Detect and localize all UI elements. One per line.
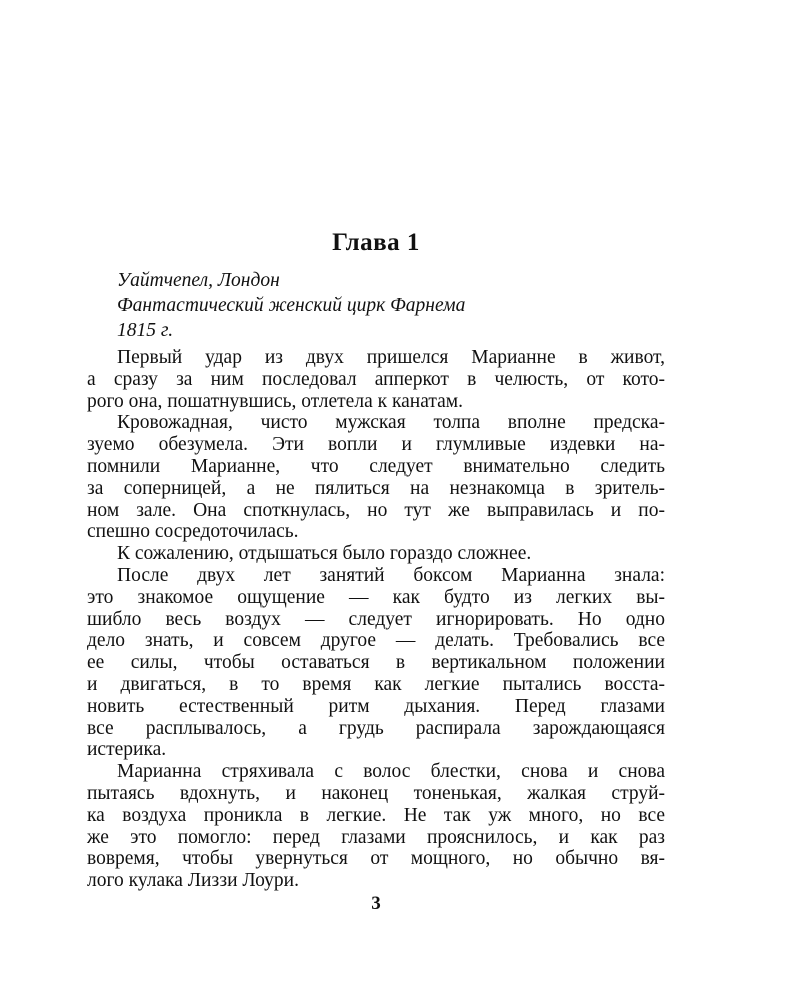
epigraph: [117, 268, 465, 343]
text-line: помнили Марианне, что следует внимательно следить: [87, 455, 665, 477]
chapter-title: Глава 1: [332, 229, 420, 256]
text-line: рого она, пошатнувшись, отлетела к канатам.: [87, 390, 463, 412]
text-line: Первый удар из двух пришелся Марианне в живот,: [117, 347, 665, 368]
text-line: спешно сосредоточилась.: [87, 521, 299, 543]
text-line: К сожалению, отдышаться было гораздо сложнее.: [117, 543, 532, 565]
paragraph-1: [87, 347, 665, 412]
text-line: истерика.: [87, 739, 167, 761]
text-line: ка воздуха проникла в легкие. Не так уж много, но все: [87, 804, 665, 826]
text-line: шибло весь воздух — следует игнорировать. Но одно: [87, 608, 665, 630]
text-line: Марианна стряхивала с волос блестки, снова и снова: [117, 761, 665, 783]
paragraph-4: [87, 565, 665, 761]
body-text: [87, 347, 665, 892]
epigraph-place: Уайтчепел, Лондон: [117, 270, 280, 291]
text-line: же это помогло: перед глазами прояснилось, и как раз: [87, 826, 665, 848]
paragraph-3: [87, 543, 665, 565]
text-line: ее силы, чтобы оставаться в вертикальном положении: [87, 652, 665, 674]
text-line: а сразу за ним последовал апперкот в челюсть, от кото-: [87, 368, 665, 390]
text-line: это знакомое ощущение — как будто из легких вы-: [87, 586, 665, 608]
text-line: и двигаться, в то время как легкие пытались восста-: [87, 673, 665, 695]
paragraph-5: [87, 761, 665, 892]
epigraph-year: 1815 г.: [117, 320, 174, 341]
epigraph-venue: Фантастический женский цирк Фарнема: [117, 295, 466, 316]
text-line: вовремя, чтобы увернуться от мощного, но обычно вя-: [87, 848, 665, 870]
paragraph-2: [87, 412, 665, 543]
page-number: 3: [371, 893, 381, 914]
text-line: новить естественный ритм дыхания. Перед глазами: [87, 695, 665, 717]
text-line: пытаясь вдохнуть, и наконец тоненькая, жалкая струй-: [87, 782, 665, 804]
text-line: все расплывалось, а грудь распирала зарождающаяся: [87, 717, 665, 739]
text-line: зуемо обезумела. Эти вопли и глумливые издевки на-: [87, 434, 665, 456]
text-line: за соперницей, а не пялиться на незнакомца в зритель-: [87, 477, 665, 499]
text-line: ном зале. Она споткнулась, но тут же выправилась и по-: [87, 499, 665, 521]
text-line: После двух лет занятий боксом Марианна знала:: [117, 564, 665, 586]
text-line: дело знать, и совсем другое — делать. Требовались все: [87, 630, 665, 652]
text-line: лого кулака Лиззи Лоури.: [87, 870, 299, 892]
text-line: Кровожадная, чисто мужская толпа вполне предска-: [117, 412, 665, 434]
